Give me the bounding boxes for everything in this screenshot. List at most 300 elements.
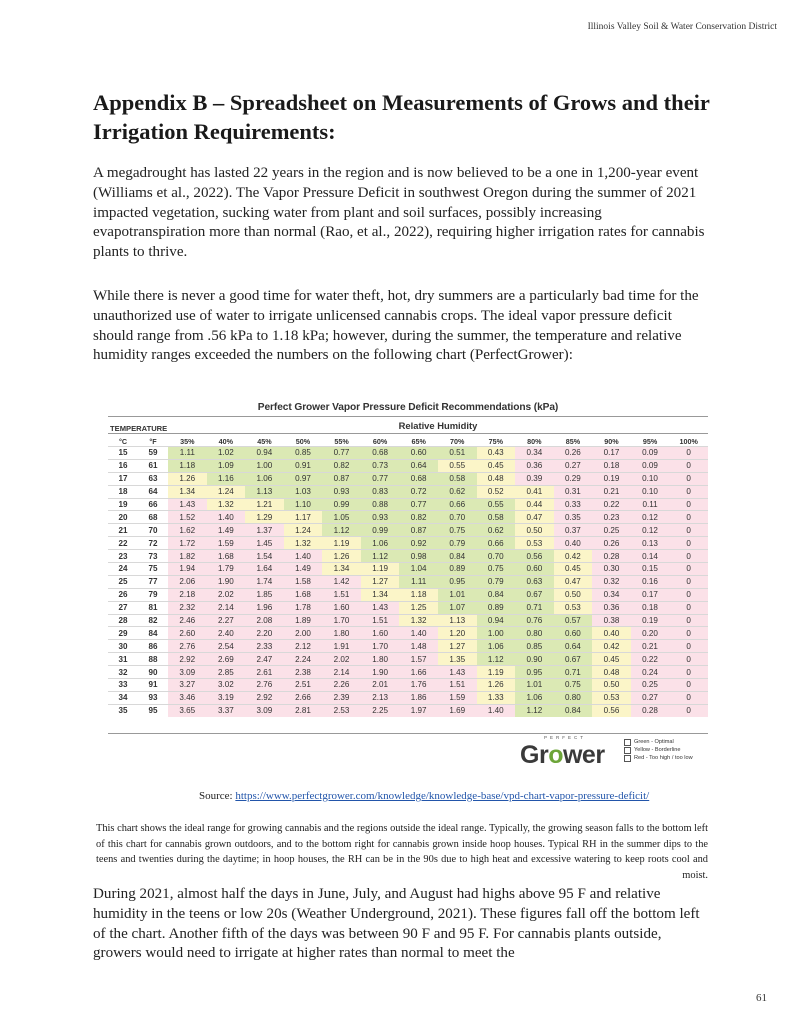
vpd-value-cell: 0.25	[592, 524, 631, 537]
vpd-value-cell: 1.86	[399, 691, 438, 704]
vpd-value-cell: 0.22	[592, 498, 631, 511]
vpd-value-cell: 0.48	[592, 666, 631, 679]
vpd-value-cell: 0.79	[477, 575, 516, 588]
vpd-value-cell: 1.34	[322, 563, 361, 576]
temp-fahrenheit-cell: 61	[148, 461, 158, 471]
vpd-value-cell: 3.02	[207, 679, 246, 692]
vpd-value-cell: 0.70	[477, 550, 516, 563]
table-row	[108, 524, 708, 537]
vpd-value-cell: 0.26	[592, 537, 631, 550]
table-row	[108, 485, 708, 498]
table-row	[108, 588, 708, 601]
rh-column-header: 100%	[679, 437, 698, 446]
vpd-value-cell: 2.13	[361, 691, 400, 704]
vpd-value-cell: 1.40	[207, 511, 246, 524]
vpd-value-cell: 2.76	[245, 679, 284, 692]
vpd-value-cell: 0.68	[399, 472, 438, 485]
vpd-value-cell: 1.05	[322, 511, 361, 524]
vpd-value-cell: 0.13	[631, 537, 670, 550]
legend-item-red	[624, 754, 693, 762]
rh-column-header: 55%	[334, 437, 349, 446]
vpd-value-cell: 1.60	[322, 601, 361, 614]
vpd-value-cell: 0.48	[477, 472, 516, 485]
vpd-value-cell: 1.48	[399, 640, 438, 653]
temp-celsius-cell: 27	[118, 603, 128, 613]
vpd-value-cell: 1.82	[168, 550, 207, 563]
vpd-value-cell: 0.87	[399, 524, 438, 537]
vpd-value-cell: 1.26	[168, 472, 207, 485]
temp-fahrenheit-cell: 75	[148, 564, 158, 574]
vpd-value-cell: 1.09	[207, 459, 246, 472]
vpd-value-cell: 1.66	[399, 666, 438, 679]
vpd-value-cell: 1.06	[245, 472, 284, 485]
vpd-value-cell: 0.89	[438, 563, 477, 576]
chart-title: Perfect Grower Vapor Pressure Deficit Recommendations (kPa)	[257, 402, 559, 413]
vpd-value-cell: 0.93	[322, 485, 361, 498]
vpd-value-cell: 0.75	[438, 524, 477, 537]
vpd-value-cell: 0.84	[477, 588, 516, 601]
vpd-value-cell: 0.73	[361, 459, 400, 472]
vpd-value-cell: 0.58	[438, 472, 477, 485]
vpd-value-cell: 1.33	[477, 691, 516, 704]
vpd-value-cell: 1.70	[322, 614, 361, 627]
vpd-value-cell: 2.00	[284, 627, 323, 640]
vpd-value-cell: 1.16	[207, 472, 246, 485]
vpd-value-cell: 0.92	[399, 537, 438, 550]
vpd-value-cell: 1.90	[207, 575, 246, 588]
vpd-value-cell: 0.88	[361, 498, 400, 511]
temp-celsius-cell: 17	[118, 474, 128, 484]
table-row	[108, 704, 708, 716]
vpd-value-cell: 0.84	[438, 550, 477, 563]
vpd-value-cell: 1.20	[438, 627, 477, 640]
vpd-value-cell: 3.19	[207, 691, 246, 704]
temp-fahrenheit-cell: 82	[148, 616, 158, 626]
vpd-value-cell: 0.82	[399, 511, 438, 524]
vpd-value-cell: 0.09	[631, 447, 670, 460]
vpd-value-cell: 1.94	[168, 563, 207, 576]
vpd-value-cell: 0	[669, 653, 708, 666]
temp-fahrenheit-cell: 72	[148, 538, 158, 548]
vpd-value-cell: 2.26	[322, 679, 361, 692]
vpd-value-cell: 1.01	[438, 588, 477, 601]
vpd-value-cell: 1.19	[322, 537, 361, 550]
vpd-value-cell: 1.40	[477, 704, 516, 716]
table-row	[108, 627, 708, 640]
vpd-value-cell: 1.07	[438, 601, 477, 614]
table-row	[108, 640, 708, 653]
vpd-value-cell: 0.22	[631, 653, 670, 666]
vpd-value-cell: 2.12	[284, 640, 323, 653]
vpd-value-cell: 0	[669, 447, 708, 460]
vpd-value-cell: 1.27	[361, 575, 400, 588]
vpd-value-cell: 2.81	[284, 704, 323, 716]
vpd-value-cell: 0.89	[477, 601, 516, 614]
vpd-value-cell: 0.21	[592, 485, 631, 498]
vpd-value-cell: 0	[669, 614, 708, 627]
vpd-value-cell: 2.92	[245, 691, 284, 704]
vpd-value-cell: 0.95	[438, 575, 477, 588]
vpd-value-cell: 0.12	[631, 524, 670, 537]
vpd-value-cell: 0.21	[631, 640, 670, 653]
vpd-value-cell: 0.62	[477, 524, 516, 537]
vpd-value-cell: 0	[669, 627, 708, 640]
vpd-value-cell: 1.40	[399, 627, 438, 640]
temp-fahrenheit-cell: 64	[148, 487, 158, 497]
vpd-value-cell: 1.54	[245, 550, 284, 563]
vpd-value-cell: 2.69	[207, 653, 246, 666]
vpd-value-cell: 0.64	[554, 640, 593, 653]
table-row	[108, 666, 708, 679]
vpd-value-cell: 0.85	[515, 640, 554, 653]
vpd-value-cell: 0.94	[245, 447, 284, 460]
table-row	[108, 447, 708, 460]
vpd-value-cell: 1.18	[168, 459, 207, 472]
vpd-value-cell: 0.18	[592, 459, 631, 472]
vpd-value-cell: 0.53	[515, 537, 554, 550]
vpd-value-cell: 1.42	[322, 575, 361, 588]
vpd-value-cell: 3.09	[245, 704, 284, 716]
page-number: 61	[756, 992, 767, 1004]
vpd-value-cell: 0.38	[592, 614, 631, 627]
temp-fahrenheit-cell: 66	[148, 500, 158, 509]
vpd-value-cell: 2.47	[245, 653, 284, 666]
temp-fahrenheit-cell: 88	[148, 654, 158, 664]
temp-celsius-cell: 19	[118, 500, 128, 509]
vpd-chart	[108, 402, 708, 785]
vpd-value-cell: 0.71	[554, 666, 593, 679]
vpd-value-cell: 0.52	[477, 485, 516, 498]
temperature-label: TEMPERATURE	[110, 424, 168, 433]
vpd-value-cell: 0	[669, 472, 708, 485]
vpd-value-cell: 2.60	[168, 627, 207, 640]
vpd-value-cell: 1.59	[207, 537, 246, 550]
vpd-value-cell: 1.68	[284, 588, 323, 601]
rh-column-header: 95%	[642, 437, 658, 446]
temp-fahrenheit-cell: 93	[148, 693, 158, 703]
vpd-value-cell: 1.80	[322, 627, 361, 640]
vpd-value-cell: 0	[669, 704, 708, 716]
vpd-value-cell: 0.37	[554, 524, 593, 537]
vpd-value-cell: 0.99	[361, 524, 400, 537]
vpd-value-cell: 0.77	[399, 498, 438, 511]
vpd-value-cell: 1.19	[361, 563, 400, 576]
rh-column-header: 50%	[295, 437, 311, 446]
vpd-value-cell: 1.06	[515, 691, 554, 704]
vpd-value-cell: 0.09	[631, 459, 670, 472]
vpd-value-cell: 0.67	[515, 588, 554, 601]
table-row	[108, 472, 708, 485]
vpd-value-cell: 0.80	[554, 691, 593, 704]
vpd-value-cell: 1.72	[168, 537, 207, 550]
unit-celsius: °C	[118, 437, 128, 446]
vpd-value-cell: 1.45	[245, 537, 284, 550]
vpd-value-cell: 0	[669, 691, 708, 704]
vpd-value-cell: 2.32	[168, 601, 207, 614]
vpd-value-cell: 2.20	[245, 627, 284, 640]
temp-fahrenheit-cell: 91	[148, 680, 158, 690]
vpd-value-cell: 1.00	[477, 627, 516, 640]
vpd-value-cell: 2.18	[168, 588, 207, 601]
vpd-value-cell: 1.00	[245, 459, 284, 472]
vpd-value-cell: 0.63	[515, 575, 554, 588]
vpd-table	[108, 437, 708, 717]
vpd-value-cell: 0.79	[438, 537, 477, 550]
temp-celsius-cell: 29	[118, 628, 128, 638]
paragraph-megadrought: A megadrought has lasted 22 years in the region and is now believed to be a one in 1,200-year event (Williams et al., 2022). The Vapor Pressure Deficit in southwest Oregon during the summer of 2021 impacted vegetation, sucking water from plant and soil surfaces, possibly increasing evapotranspiration more than normal (Rao, et al., 2022), requiring higher irrigation rates for cannabis plants to thrive.	[93, 165, 705, 261]
vpd-table-body	[108, 447, 708, 717]
vpd-value-cell: 1.91	[322, 640, 361, 653]
vpd-value-cell: 0.87	[322, 472, 361, 485]
temp-celsius-cell: 34	[118, 693, 128, 703]
vpd-value-cell: 2.51	[284, 679, 323, 692]
logo-text-post: wer	[562, 741, 605, 769]
vpd-value-cell: 0.91	[284, 459, 323, 472]
vpd-value-cell: 2.85	[207, 666, 246, 679]
vpd-value-cell: 0.66	[438, 498, 477, 511]
vpd-value-cell: 0.17	[592, 447, 631, 460]
legend-label: Red - Too high / too low	[634, 755, 693, 761]
vpd-value-cell: 0	[669, 588, 708, 601]
chart-legend	[624, 738, 693, 762]
temp-celsius-cell: 30	[118, 641, 128, 651]
vpd-value-cell: 0.24	[631, 666, 670, 679]
vpd-value-cell: 0	[669, 485, 708, 498]
vpd-value-cell: 0.55	[477, 498, 516, 511]
rh-column-header: 65%	[411, 437, 426, 446]
vpd-value-cell: 0.85	[284, 447, 323, 460]
vpd-value-cell: 2.02	[207, 588, 246, 601]
vpd-value-cell: 0.16	[631, 575, 670, 588]
temp-celsius-cell: 24	[118, 564, 128, 574]
vpd-value-cell: 0.70	[438, 511, 477, 524]
temp-celsius-cell: 33	[118, 680, 128, 690]
rh-column-header: 70%	[450, 437, 465, 446]
vpd-value-cell: 1.12	[361, 550, 400, 563]
vpd-value-cell: 0.36	[592, 601, 631, 614]
vpd-value-cell: 2.08	[245, 614, 284, 627]
table-row	[108, 614, 708, 627]
vpd-value-cell: 1.13	[245, 485, 284, 498]
relative-humidity-label: Relative Humidity	[398, 420, 478, 431]
vpd-value-cell: 1.02	[207, 447, 246, 460]
vpd-value-cell: 0.43	[477, 447, 516, 460]
vpd-value-cell: 2.76	[168, 640, 207, 653]
vpd-value-cell: 1.51	[438, 679, 477, 692]
vpd-value-cell: 1.79	[207, 563, 246, 576]
vpd-value-cell: 1.11	[168, 447, 207, 460]
temp-celsius-cell: 26	[118, 590, 128, 600]
vpd-value-cell: 2.33	[245, 640, 284, 653]
vpd-value-cell: 1.13	[438, 614, 477, 627]
vpd-value-cell: 0	[669, 524, 708, 537]
vpd-value-cell: 1.57	[399, 653, 438, 666]
vpd-value-cell: 2.39	[322, 691, 361, 704]
brand-sub: PERFECT	[544, 735, 587, 740]
vpd-value-cell: 0.15	[631, 563, 670, 576]
vpd-value-cell: 1.32	[207, 498, 246, 511]
vpd-value-cell: 0.35	[554, 511, 593, 524]
vpd-value-cell: 1.06	[477, 640, 516, 653]
vpd-value-cell: 1.97	[399, 704, 438, 716]
vpd-value-cell: 3.65	[168, 704, 207, 716]
vpd-value-cell: 0.42	[554, 550, 593, 563]
vpd-value-cell: 0.93	[361, 511, 400, 524]
vpd-value-cell: 2.14	[322, 666, 361, 679]
rh-column-header: 35%	[180, 437, 195, 446]
temp-fahrenheit-cell: 77	[148, 577, 158, 587]
rh-column-header: 85%	[565, 437, 581, 446]
vpd-value-cell: 0	[669, 601, 708, 614]
vpd-value-cell: 1.26	[322, 550, 361, 563]
table-row	[108, 601, 708, 614]
vpd-value-cell: 1.35	[438, 653, 477, 666]
vpd-value-cell: 0.30	[592, 563, 631, 576]
vpd-table-header-row	[108, 437, 708, 447]
vpd-value-cell: 1.12	[322, 524, 361, 537]
vpd-value-cell: 1.27	[438, 640, 477, 653]
rh-column-header: 90%	[604, 437, 619, 446]
vpd-value-cell: 1.40	[284, 550, 323, 563]
temp-celsius-cell: 35	[118, 706, 128, 716]
temp-fahrenheit-cell: 84	[148, 628, 158, 638]
vpd-value-cell: 0.60	[515, 563, 554, 576]
table-row	[108, 459, 708, 472]
vpd-value-cell: 0.98	[399, 550, 438, 563]
vpd-value-cell: 2.92	[168, 653, 207, 666]
vpd-value-cell: 1.85	[245, 588, 284, 601]
perfectgrower-logo	[520, 741, 605, 770]
rh-column-header: 45%	[257, 437, 272, 446]
vpd-value-cell: 1.43	[438, 666, 477, 679]
vpd-value-cell: 0.64	[399, 459, 438, 472]
table-row	[108, 679, 708, 692]
logo-text-pre: Gr	[520, 741, 549, 769]
vpd-value-cell: 0	[669, 575, 708, 588]
vpd-value-cell: 0.19	[631, 614, 670, 627]
vpd-value-cell: 1.29	[245, 511, 284, 524]
vpd-value-cell: 0.99	[322, 498, 361, 511]
vpd-value-cell: 1.59	[438, 691, 477, 704]
vpd-value-cell: 1.78	[284, 601, 323, 614]
vpd-value-cell: 0.53	[592, 691, 631, 704]
vpd-value-cell: 1.03	[284, 485, 323, 498]
table-row	[108, 550, 708, 563]
chart-caption: This chart shows the ideal range for growing cannabis and the regions outside the ideal range. Typically, the growing season falls to the bottom left of this chart for cannabis grown outdoors, and to the bottom right for cannabis grown inside hoop houses. Typical RH in the summer dips to the teens and twenties during the daytime; in hoop houses, the RH can be in the 90s due to high heat and excessive watering to keep roots cool and moist.	[96, 823, 708, 881]
vpd-value-cell: 2.38	[284, 666, 323, 679]
legend-item-green	[624, 738, 693, 746]
vpd-value-cell: 0.94	[477, 614, 516, 627]
vpd-value-cell: 0.50	[554, 588, 593, 601]
vpd-value-cell: 0	[669, 550, 708, 563]
paragraph-2021-summer: During 2021, almost half the days in June, July, and August had highs above 95 F and relative humidity in the teens or low 20s (Weather Underground, 2021). These figures fall off the bottom left of the chart. Another fifth of the days was between 90 F and 95 F. For cannabis plants outside, growers would need to irrigate at higher rates than normal to meet the	[93, 886, 700, 962]
vpd-value-cell: 0.25	[631, 679, 670, 692]
vpd-value-cell: 0.26	[554, 447, 593, 460]
vpd-value-cell: 0	[669, 679, 708, 692]
chart-rule-header	[108, 433, 708, 434]
vpd-value-cell: 0.56	[592, 704, 631, 716]
vpd-value-cell: 1.34	[168, 485, 207, 498]
vpd-value-cell: 1.17	[284, 511, 323, 524]
chart-rule-bottom	[108, 733, 708, 734]
vpd-value-cell: 1.24	[284, 524, 323, 537]
vpd-value-cell: 0.55	[438, 459, 477, 472]
vpd-value-cell: 1.62	[168, 524, 207, 537]
vpd-value-cell: 2.66	[284, 691, 323, 704]
rh-column-header: 75%	[488, 437, 503, 446]
vpd-value-cell: 2.40	[207, 627, 246, 640]
vpd-value-cell: 0.47	[515, 511, 554, 524]
temp-fahrenheit-cell: 59	[148, 448, 158, 458]
running-header: Illinois Valley Soil & Water Conservation District	[587, 22, 777, 32]
vpd-value-cell: 1.52	[168, 511, 207, 524]
checkbox-icon	[624, 755, 631, 762]
vpd-value-cell: 0	[669, 511, 708, 524]
vpd-value-cell: 0.75	[477, 563, 516, 576]
vpd-value-cell: 0.72	[399, 485, 438, 498]
vpd-value-cell: 3.46	[168, 691, 207, 704]
vpd-value-cell: 1.60	[361, 627, 400, 640]
vpd-value-cell: 1.19	[477, 666, 516, 679]
vpd-value-cell: 0.32	[592, 575, 631, 588]
vpd-value-cell: 0.40	[592, 627, 631, 640]
temp-fahrenheit-cell: 79	[148, 590, 158, 600]
vpd-value-cell: 0.83	[361, 485, 400, 498]
checkbox-icon	[624, 747, 631, 754]
vpd-value-cell: 1.80	[361, 653, 400, 666]
temp-fahrenheit-cell: 73	[148, 551, 158, 561]
vpd-value-cell: 0.14	[631, 550, 670, 563]
vpd-value-cell: 1.32	[284, 537, 323, 550]
vpd-value-cell: 0.90	[515, 653, 554, 666]
vpd-value-cell: 0.17	[631, 588, 670, 601]
vpd-value-cell: 3.09	[168, 666, 207, 679]
vpd-value-cell: 0.62	[438, 485, 477, 498]
vpd-value-cell: 0	[669, 666, 708, 679]
vpd-value-cell: 0.45	[592, 653, 631, 666]
temp-fahrenheit-cell: 95	[148, 706, 158, 716]
vpd-value-cell: 0.39	[515, 472, 554, 485]
vpd-value-cell: 0	[669, 498, 708, 511]
vpd-value-cell: 1.64	[245, 563, 284, 576]
table-row	[108, 498, 708, 511]
table-row	[108, 575, 708, 588]
page-title: Appendix B – Spreadsheet on Measurements of Grows and their Irrigation Requirements:	[93, 90, 710, 144]
vpd-value-cell: 0	[669, 537, 708, 550]
vpd-value-cell: 0.77	[322, 447, 361, 460]
vpd-value-cell: 1.11	[399, 575, 438, 588]
vpd-value-cell: 1.70	[361, 640, 400, 653]
vpd-value-cell: 0.27	[631, 691, 670, 704]
table-row	[108, 563, 708, 576]
vpd-value-cell: 1.24	[207, 485, 246, 498]
source-link[interactable]: https://www.perfectgrower.com/knowledge/knowledge-base/vpd-chart-vapor-pressure-deficit/	[235, 790, 650, 802]
chart-rule-top	[108, 416, 708, 417]
vpd-value-cell: 1.76	[399, 679, 438, 692]
vpd-value-cell: 0	[669, 640, 708, 653]
vpd-value-cell: 0.44	[515, 498, 554, 511]
vpd-value-cell: 1.51	[322, 588, 361, 601]
vpd-value-cell: 2.27	[207, 614, 246, 627]
rh-column-header: 60%	[372, 437, 388, 446]
temp-celsius-cell: 22	[118, 538, 128, 548]
vpd-value-cell: 0.75	[554, 679, 593, 692]
vpd-value-cell: 2.46	[168, 614, 207, 627]
vpd-value-cell: 0.58	[477, 511, 516, 524]
temp-celsius-cell: 21	[118, 525, 128, 535]
vpd-value-cell: 0.68	[361, 447, 400, 460]
temp-celsius-cell: 15	[118, 448, 128, 458]
